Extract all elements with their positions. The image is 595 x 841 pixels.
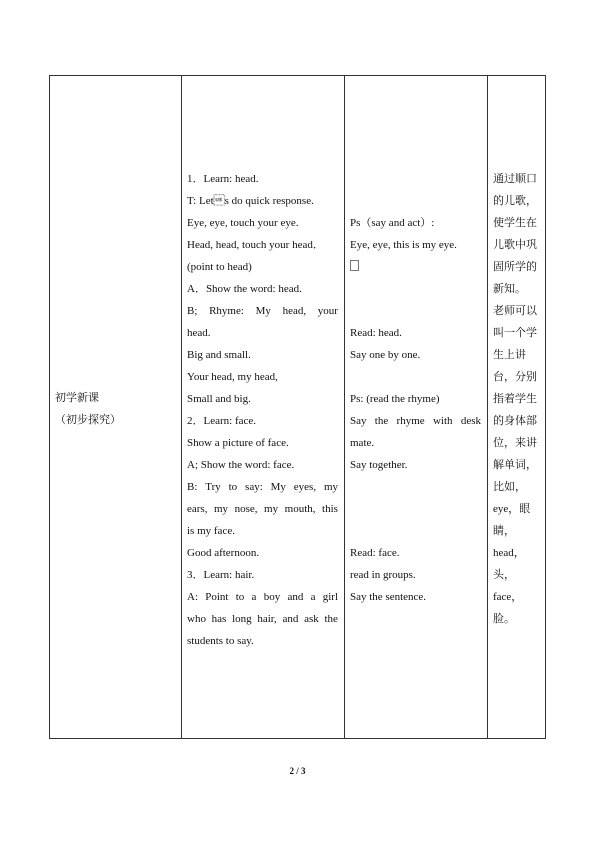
student-line: read in groups. — [350, 569, 416, 581]
missing-glyph-box — [350, 256, 481, 278]
purpose-line: 的身体部 — [493, 415, 537, 427]
student-line: mate. — [350, 437, 375, 449]
teacher-line: head. — [187, 327, 211, 339]
teacher-line: Head, head, touch your head． — [187, 239, 324, 251]
teacher-line: A．Show the word: head. — [187, 283, 302, 295]
purpose-line: 头， — [493, 569, 515, 581]
purpose-line: 指着学生 — [493, 393, 537, 405]
lesson-table — [49, 75, 546, 739]
purpose-line: 叫一个学 — [493, 327, 537, 339]
purpose-line: 生上讲 — [493, 349, 526, 361]
teacher-line: Good afternoon. — [187, 547, 260, 559]
teacher-line: Show a picture of face. — [187, 437, 289, 449]
stage-label-subtitle: （初步探究） — [55, 414, 121, 426]
purpose-line: 的儿歌， — [493, 195, 537, 207]
purpose-line: 脸。 — [493, 613, 515, 625]
teacher-line: Eye, eye, touch your eye. — [187, 217, 299, 229]
page-number: 2 / 3 — [289, 766, 306, 776]
column-divider — [487, 76, 488, 738]
stage-label-title: 初学新课 — [55, 392, 99, 404]
purpose-line: face， — [493, 591, 523, 603]
student-line: Eye, eye, this is my eye. — [350, 239, 457, 251]
teacher-line: Small and big. — [187, 393, 251, 405]
student-line: Say one by one. — [350, 349, 421, 361]
purpose-line: 解单词， — [493, 459, 537, 471]
teacher-line-justified: who has long hair, and ask the — [187, 613, 338, 625]
teacher-line: A; Show the word: face. — [187, 459, 295, 471]
teacher-line: 2．Learn: face. — [187, 415, 257, 427]
purpose-line: head， — [493, 547, 525, 559]
student-line: Say the sentence. — [350, 591, 427, 603]
teacher-line: 1．Learn: head. — [187, 173, 259, 185]
purpose-line: 儿歌中巩 — [493, 239, 537, 251]
teacher-activity-cell — [187, 168, 338, 652]
purpose-line: 台，分别 — [493, 371, 537, 383]
purpose-line: 睛， — [493, 525, 515, 537]
column-divider — [181, 76, 182, 738]
teacher-line-justified: ears, my nose, my mouth, this — [187, 503, 338, 515]
purpose-line: 新知。 — [493, 283, 526, 295]
teacher-line: (point to head) — [187, 261, 252, 273]
student-line: Say together. — [350, 459, 408, 471]
teacher-line: Your head, my head, — [187, 371, 278, 383]
teacher-line: is my face. — [187, 525, 235, 537]
student-line-justified: Say the rhyme with desk — [350, 415, 481, 427]
purpose-line: 使学生在 — [493, 217, 537, 229]
student-activity-cell — [350, 212, 481, 608]
stage-label-cell — [55, 387, 175, 431]
purpose-line: 老师可以 — [493, 305, 537, 317]
teacher-line: 3．Learn: hair. — [187, 569, 255, 581]
teacher-line-justified: B; Rhyme: My head, your — [187, 305, 338, 317]
purpose-line: 比如， — [493, 481, 526, 493]
purpose-line: 固所学的 — [493, 261, 537, 273]
column-divider — [344, 76, 345, 738]
student-line: Read: face. — [350, 547, 400, 559]
purpose-line: 位，来讲 — [493, 437, 537, 449]
design-intent-cell — [493, 168, 543, 630]
teacher-line: T: Let s do quick response. — [187, 195, 314, 207]
teacher-line: students to say. — [187, 635, 254, 647]
student-line: Read: head. — [350, 327, 402, 339]
purpose-line: 通过顺口 — [493, 173, 537, 185]
purpose-line: eye，眼 — [493, 503, 531, 515]
student-line: Ps（say and act）: — [350, 217, 435, 229]
teacher-line-justified: A: Point to a boy and a girl — [187, 591, 338, 603]
student-line: Ps: (read the rhyme) — [350, 393, 440, 405]
teacher-line: Big and small. — [187, 349, 251, 361]
teacher-line-justified: B: Try to say: My eyes, my — [187, 481, 338, 493]
